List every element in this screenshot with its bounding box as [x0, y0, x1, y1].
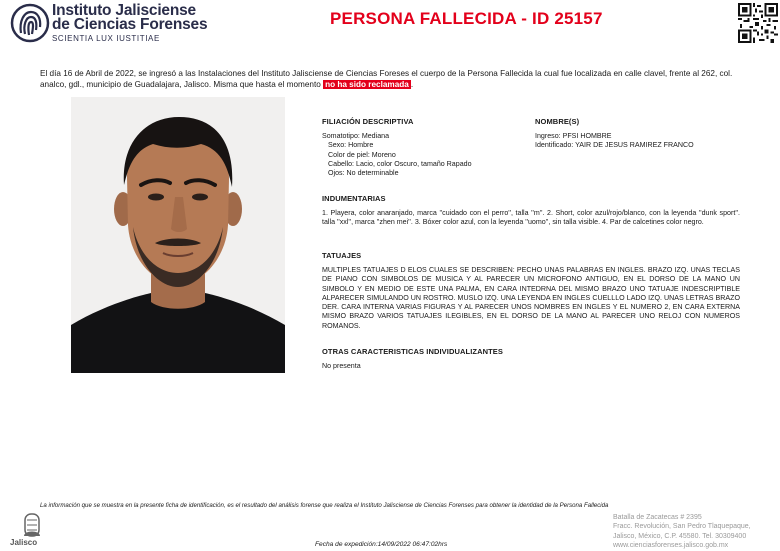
intro-text-end: .	[410, 80, 414, 89]
jalisco-label: Jalisco	[10, 538, 38, 547]
sexo-line: Sexo: Hombre	[328, 141, 374, 150]
org-name	[52, 4, 207, 43]
indumentarias-section	[322, 194, 740, 228]
nombres-title: NOMBRE(S)	[535, 117, 580, 126]
person-portrait-image	[71, 97, 285, 373]
ojos-line: Ojos: No determinable	[328, 169, 399, 178]
address-line: Fracc. Revolución, San Pedro Tlaquepaque,	[613, 523, 751, 531]
indumentarias-title: INDUMENTARIAS	[322, 194, 386, 203]
otras-title: OTRAS CARACTERISTICAS INDIVIDUALIZANTES	[322, 347, 503, 356]
fingerprint-icon	[10, 3, 50, 43]
qr-code-icon	[738, 3, 778, 43]
intro-paragraph	[40, 68, 755, 90]
page-title: PERSONA FALLECIDA - ID 25157	[330, 9, 603, 28]
org-name-line2: de Ciencias Forenses	[52, 16, 208, 33]
footer-address	[613, 513, 751, 551]
somatotipo-line: Somatotipo: Mediana	[322, 132, 390, 140]
org-name-line1: Instituto Jalisciense	[52, 2, 196, 19]
org-motto: SCIENTIA LUX IUSTITIAE	[52, 34, 160, 43]
intro-text: El día 16 de Abril de 2022, se ingresó a las Instalaciones del Instituto Jalisciense de Ciencias Foreses el cuerpo de la Persona Fallecida la cual fue localizada en calle clavel, frente al 262, col. analco, gdl., municipio de Guadalajara, Jalisco. Misma que hasta el momento	[40, 69, 733, 89]
ingreso-line: Ingreso: PFSI HOMBRE	[535, 132, 612, 140]
address-line: Jalisco, México, C.P. 45580. Tel. 30309400	[613, 532, 747, 540]
website-link[interactable]: www.cienciasforenses.jalisco.gob.mx	[613, 542, 729, 550]
filiacion-section	[322, 117, 522, 178]
tatuajes-section	[322, 251, 740, 331]
indumentarias-text: 1. Playera, color anaranjado, marca ''cuidado con el perro'', talla ''m''. 2. Short, color azul/rojo/blanco, con la leyenda ''dunk sport''. talla ''xxl'', marca ''zhen mei''. 3. Bóxer color azul, con la leyenda ''uomo'', sin talla visible. 4. Par de calcetines color negro.	[322, 209, 740, 227]
address-line: Batalla de Zacatecas # 2395	[613, 514, 702, 521]
issue-date: Fecha de expedición:14/09/2022 06:47:02hrs	[315, 541, 448, 548]
filiacion-title: FILIACIÓN DESCRIPTIVA	[322, 117, 414, 126]
color-piel-line: Color de piel: Moreno	[328, 150, 396, 159]
header	[0, 0, 780, 48]
nombres-section	[535, 117, 755, 151]
footer-disclaimer: La información que se muestra en la presente ficha de identificación, es el resultado del análisis forense que realiza el Instituto Jalisciense de Ciencias Forenses para obtener la identidad de la Persona Fallecida	[40, 502, 609, 509]
cabello-line: Cabello: Lacio, color Oscuro, tamaño Rapado	[328, 159, 472, 168]
unclaimed-badge: no ha sido reclamada	[325, 80, 409, 89]
identificado-line: Identificado: YAIR DE JESUS RAMIREZ FRANCO	[535, 141, 694, 150]
deceased-photo	[71, 97, 285, 373]
tatuajes-title: TATUAJES	[322, 251, 362, 260]
tatuajes-text: MULTIPLES TATUAJES D ELOS CUALES SE DESCRIBEN: PECHO UNAS PALABRAS EN INGLES. BRAZO IZQ. UNAS TECLAS DE PIANO CON SIMBOLOS DE MUSICA Y AL PARECER UN MICROFONO ANTIGUO, EN EL DORSO DE LA MANO UN SIMBOLO Y EN MEDIO DE ESTE UNA PALMA, EN CARA INTEDRNA DEL MISMO BRAZO UNO TATUAJE INDESCRIPTIBLE ALPARECER SIMULANDO UN ROSTRO. MUSLO IZQ. UNA LEYENDA EN INGLES CUELLLO LADO IZQ. UNAS LETRAS BRAZO DER. CARA INTERNA VARIAS FIGURAS Y AL PARECER UNOS NOMBRES EN INGLES Y EL NUMERO 2, EN CARA EXTERNA MISMO BRAZO VARIOS TATUAJES ILEGIBLES, EN EL DORSO DE LA MANO AL PARECER UNO RELOJ CON NUMEROS ROMANOS.	[322, 266, 740, 330]
otras-section	[322, 347, 740, 371]
otras-text: No presenta	[322, 362, 361, 370]
